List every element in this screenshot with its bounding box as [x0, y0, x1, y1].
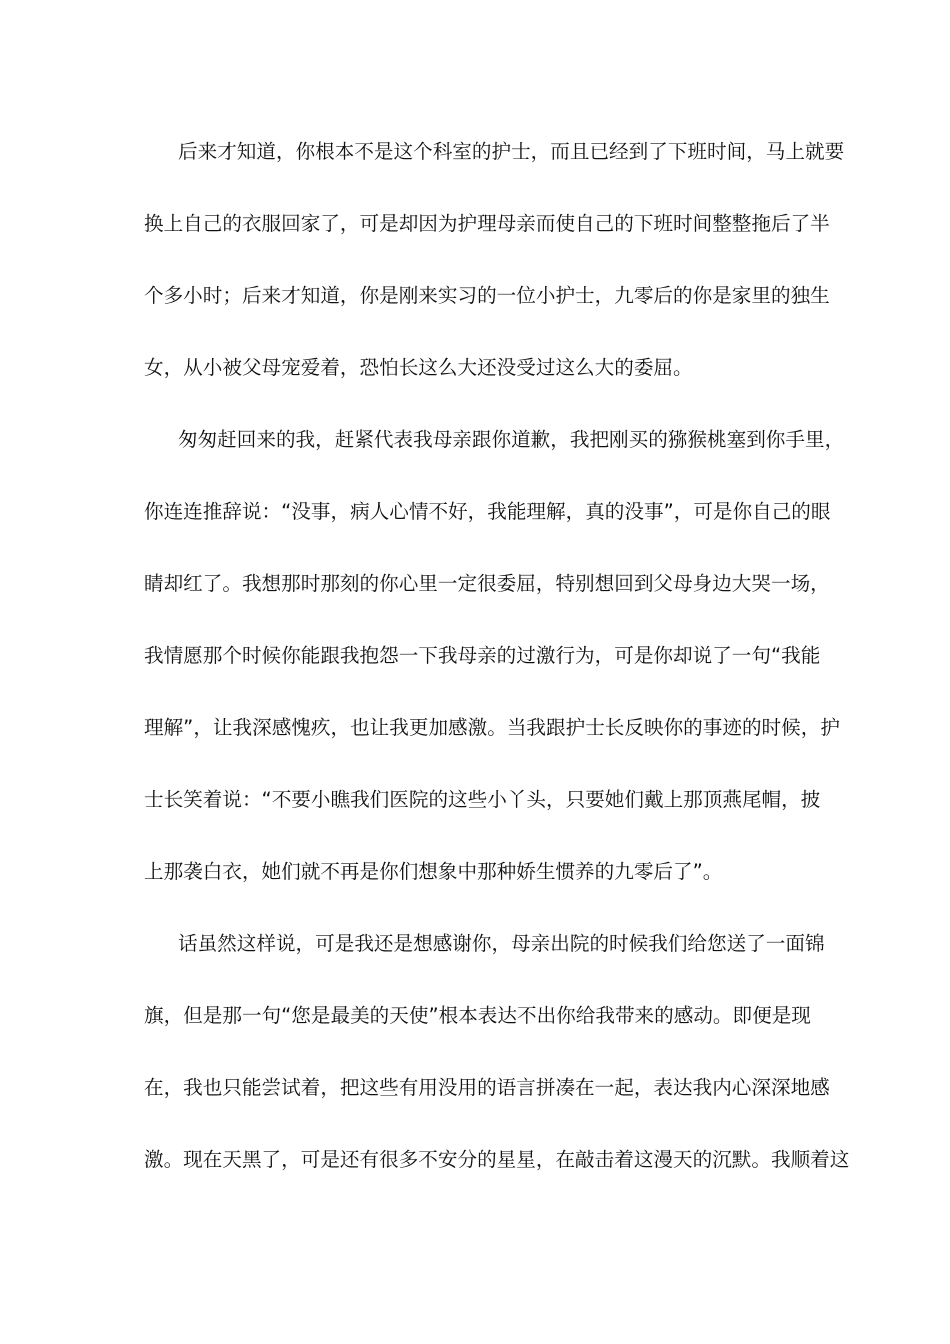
text-line: 士长笑着说：“不要小瞧我们医院的这些小丫头，只要她们戴上那顶燕尾帽，披 [144, 788, 821, 811]
text-line: 话虽然这样说，可是我还是想感谢你，母亲出院的时候我们给您送了一面锦 [178, 932, 825, 955]
text-line: 你连连推辞说：“没事，病人心情不好，我能理解，真的没事”，可是你自己的眼 [144, 500, 831, 523]
text-line: 换上自己的衣服回家了，可是却因为护理母亲而使自己的下班时间整整拖后了半 [144, 212, 830, 235]
text-line: 激。现在天黑了，可是还有很多不安分的星星，在敲击着这漫天的沉默。我顺着这 [144, 1148, 850, 1171]
text-line: 我情愿那个时候你能跟我抱怨一下我母亲的过激行为，可是你却说了一句“我能 [144, 644, 821, 667]
text-line: 后来才知道，你根本不是这个科室的护士，而且已经到了下班时间，马上就要 [178, 140, 845, 163]
text-line: 理解”，让我深感愧疚，也让我更加感激。当我跟护士长反映你的事迹的时候，护 [144, 716, 840, 739]
text-line: 旗，但是那一句“您是最美的天使”根本表达不出你给我带来的感动。即便是现 [144, 1004, 811, 1027]
text-line: 睛却红了。我想那时那刻的你心里一定很委屈，特别想回到父母身边大哭一场， [144, 572, 830, 595]
text-line: 个多小时；后来才知道，你是刚来实习的一位小护士，九零后的你是家里的独生 [144, 284, 830, 307]
text-line: 上那袭白衣，她们就不再是你们想象中那种娇生惯养的九零后了”。 [144, 860, 723, 883]
text-line: 在，我也只能尝试着，把这些有用没用的语言拼凑在一起，表达我内心深深地感 [144, 1076, 830, 1099]
text-line: 女，从小被父母宠爱着，恐怕长这么大还没受过这么大的委屈。 [144, 356, 693, 379]
text-line: 匆匆赶回来的我，赶紧代表我母亲跟你道歉，我把刚买的猕猴桃塞到你手里， [178, 428, 845, 451]
